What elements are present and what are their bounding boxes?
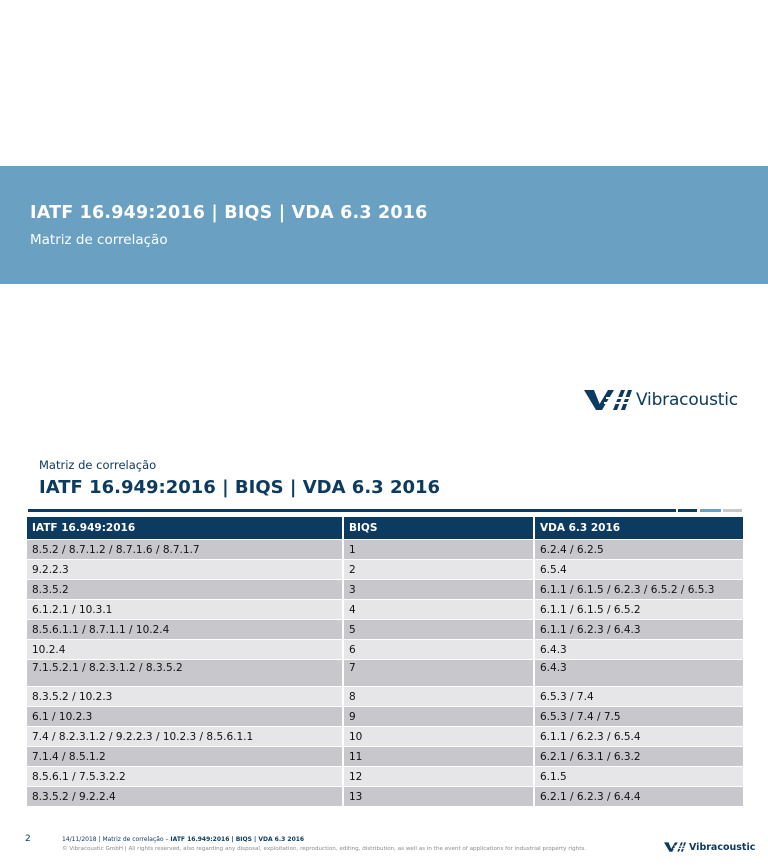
table-row	[27, 640, 743, 660]
cell-biqs: 3	[343, 580, 534, 600]
table-row	[27, 767, 743, 787]
correlation-table	[27, 517, 743, 806]
title-banner	[0, 166, 768, 284]
table-row	[27, 707, 743, 727]
rule-accent-grey	[723, 509, 742, 512]
cell-vda: 6.2.4 / 6.2.5	[534, 540, 743, 560]
table-row	[27, 560, 743, 580]
cell-biqs: 8	[343, 687, 534, 707]
cell-vda: 6.2.1 / 6.3.1 / 6.3.2	[534, 747, 743, 767]
cell-iatf: 6.1.2.1 / 10.3.1	[27, 600, 343, 620]
cell-biqs: 1	[343, 540, 534, 560]
cell-iatf: 9.2.2.3	[27, 560, 343, 580]
cell-vda: 6.1.1 / 6.1.5 / 6.2.3 / 6.5.2 / 6.5.3	[534, 580, 743, 600]
brand-name: Vibracoustic	[636, 390, 738, 410]
cell-iatf: 8.5.2 / 8.7.1.2 / 8.7.1.6 / 8.7.1.7	[27, 540, 343, 560]
table-row	[27, 727, 743, 747]
cell-biqs: 7	[343, 660, 534, 687]
footer-date: 14/11/2018	[62, 836, 97, 843]
cell-vda: 6.1.1 / 6.2.3 / 6.5.4	[534, 727, 743, 747]
table-row	[27, 580, 743, 600]
banner-title: IATF 16.949:2016 | BIQS | VDA 6.3 2016	[30, 203, 428, 223]
section-title: IATF 16.949:2016 | BIQS | VDA 6.3 2016	[39, 477, 441, 498]
cell-biqs: 11	[343, 747, 534, 767]
table-row	[27, 787, 743, 807]
vibracoustic-logo-icon	[664, 841, 686, 853]
cell-iatf: 8.5.6.1.1 / 8.7.1.1 / 10.2.4	[27, 620, 343, 640]
title-rule	[28, 509, 676, 512]
cell-vda: 6.4.3	[534, 660, 743, 687]
cell-iatf: 8.3.5.2 / 10.2.3	[27, 687, 343, 707]
cell-vda: 6.5.4	[534, 560, 743, 580]
footer-brand-name: Vibracoustic	[689, 841, 756, 853]
cell-vda: 6.5.3 / 7.4 / 7.5	[534, 707, 743, 727]
cell-biqs: 12	[343, 767, 534, 787]
cell-vda: 6.1.5	[534, 767, 743, 787]
cell-biqs: 5	[343, 620, 534, 640]
cell-iatf: 8.3.5.2 / 9.2.2.4	[27, 787, 343, 807]
footer-doc-title: IATF 16.949:2016 | BIQS | VDA 6.3 2016	[170, 836, 305, 843]
table-row	[27, 660, 743, 687]
vibracoustic-logo	[584, 388, 738, 412]
cell-biqs: 4	[343, 600, 534, 620]
rule-accent-navy	[678, 509, 697, 512]
cell-biqs: 13	[343, 787, 534, 807]
cell-iatf: 10.2.4	[27, 640, 343, 660]
cell-vda: 6.1.1 / 6.2.3 / 6.4.3	[534, 620, 743, 640]
cell-biqs: 2	[343, 560, 534, 580]
cell-iatf: 7.1.5.2.1 / 8.2.3.1.2 / 8.3.5.2	[27, 660, 343, 687]
banner-subtitle: Matriz de correlação	[30, 232, 168, 248]
cell-biqs: 9	[343, 707, 534, 727]
header-vda: VDA 6.3 2016	[534, 517, 743, 540]
cell-iatf: 7.4 / 8.2.3.1.2 / 9.2.2.3 / 10.2.3 / 8.5.6.1.1	[27, 727, 343, 747]
table-row	[27, 600, 743, 620]
cell-vda: 6.5.3 / 7.4	[534, 687, 743, 707]
cell-iatf: 8.5.6.1 / 7.5.3.2.2	[27, 767, 343, 787]
table-row	[27, 620, 743, 640]
page-number: 2	[25, 834, 31, 844]
table-row	[27, 687, 743, 707]
table-header-row	[27, 517, 743, 540]
table-row	[27, 540, 743, 560]
rule-accent-blue	[700, 509, 721, 512]
cell-iatf: 7.1.4 / 8.5.1.2	[27, 747, 343, 767]
cell-iatf: 6.1 / 10.2.3	[27, 707, 343, 727]
cell-vda: 6.2.1 / 6.2.3 / 6.4.4	[534, 787, 743, 807]
footer-vibracoustic-logo	[664, 841, 755, 853]
header-iatf: IATF 16.949:2016	[27, 517, 343, 540]
cell-biqs: 6	[343, 640, 534, 660]
footer-copyright: © Vibracoustic GmbH | All rights reserved, also regarding any disposal, exploitation, reproduction, editing, distribution, as well as in the event of applications for industrial property rights.	[62, 846, 587, 852]
footer-doc-label: Matriz de correlação	[102, 836, 164, 843]
cell-vda: 6.1.1 / 6.1.5 / 6.5.2	[534, 600, 743, 620]
footer-line: 14/11/2018 | Matriz de correlação – IATF 16.949:2016 | BIQS | VDA 6.3 2016	[62, 836, 305, 843]
header-biqs: BIQS	[343, 517, 534, 540]
cell-biqs: 10	[343, 727, 534, 747]
table-row	[27, 747, 743, 767]
cell-vda: 6.4.3	[534, 640, 743, 660]
section-subtitle: Matriz de correlação	[39, 458, 157, 472]
vibracoustic-logo-icon	[584, 388, 632, 412]
cell-iatf: 8.3.5.2	[27, 580, 343, 600]
